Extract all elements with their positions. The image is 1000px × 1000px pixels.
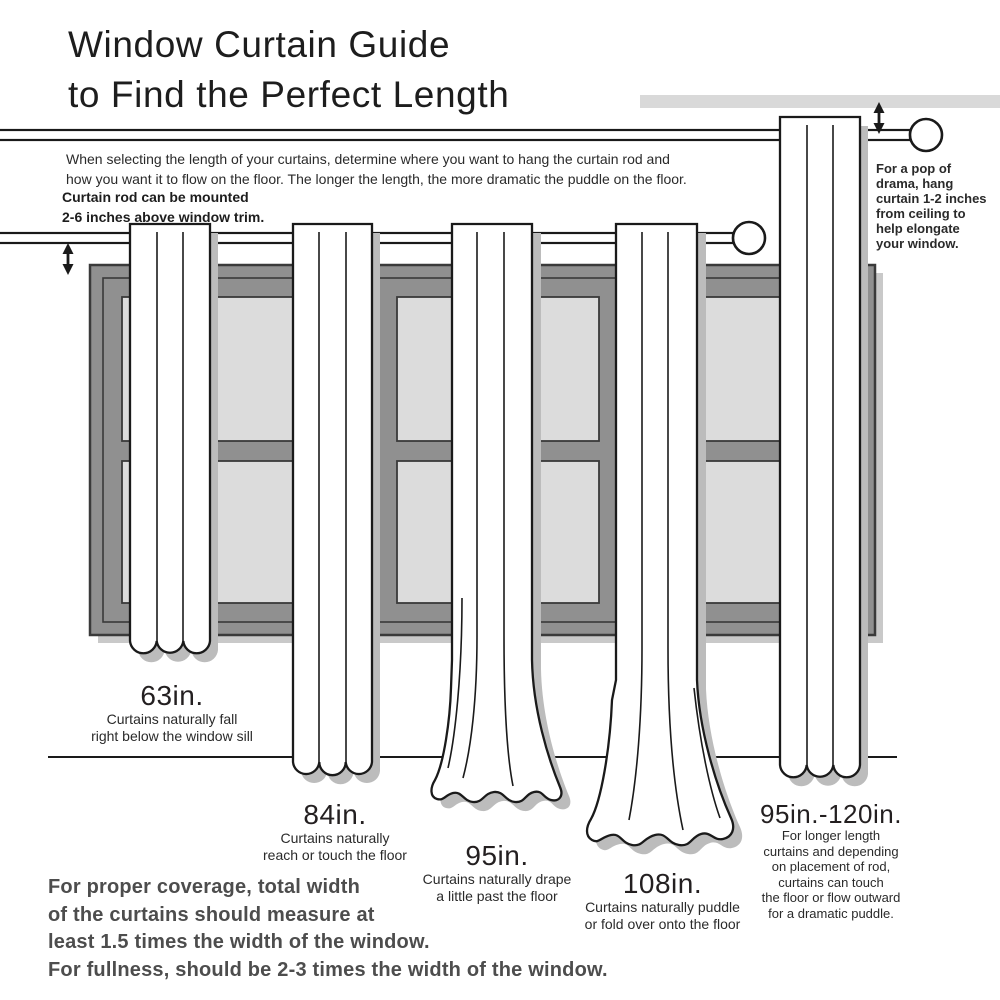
ceiling-note-line: For a pop of — [876, 161, 952, 176]
desc-line: curtains and depending — [763, 843, 899, 859]
desc-line: Curtains naturally puddle — [585, 899, 740, 915]
curtain-length-label: 84in. — [303, 799, 367, 830]
curtain-length-label: 95in.-120in. — [760, 799, 902, 829]
desc-line: right below the window sill — [91, 727, 253, 744]
intro-line: how you want it to flow on the floor. The longer the length, the more dramatic the puddle on the floor. — [66, 170, 687, 187]
curtain-panel-95-120in — [780, 117, 868, 786]
intro-line: When selecting the length of your curtains, determine where you want to hang the curtain rod and — [66, 151, 670, 167]
desc-line: on placement of rod, — [771, 859, 891, 874]
rod-finial-icon — [910, 119, 942, 151]
desc-line: or fold over onto the floor — [584, 915, 741, 932]
curtain-panel-84in — [293, 224, 380, 784]
ceiling-bar — [640, 95, 1000, 108]
desc-line: Curtains naturally drape — [422, 871, 572, 887]
desc-line: the floor or flow outward — [761, 890, 901, 905]
curtain-length-label: 95in. — [465, 840, 529, 871]
curtain-length-desc — [72, 711, 272, 744]
intro-paragraph — [66, 150, 687, 189]
page-title — [68, 20, 509, 120]
ceiling-note-line: drama, hang — [876, 176, 954, 191]
rod-mount-note-line: 2-6 inches above window trim. — [62, 208, 265, 225]
desc-line: curtains can touch — [778, 874, 884, 890]
desc-line: Curtains naturally — [280, 830, 390, 846]
ceiling-note-line: from ceiling to — [876, 206, 966, 221]
coverage-note-line: of the curtains should measure at — [48, 903, 375, 926]
curtain-length-desc — [727, 828, 935, 921]
ceiling-note-line: curtain 1-2 inches — [876, 191, 987, 206]
coverage-note-line: For fullness, should be 2-3 times the width of the window. — [48, 958, 608, 981]
ceiling-note-line: your window. — [876, 236, 959, 251]
desc-line: For longer length — [781, 828, 881, 843]
coverage-note-line: least 1.5 times the width of the window. — [48, 931, 430, 953]
rod-mount-note — [62, 188, 264, 227]
curtain-label-63in — [72, 681, 272, 744]
desc-line: for a dramatic puddle. — [768, 905, 894, 921]
page-title-line: Window Curtain Guide — [68, 24, 451, 65]
desc-line: Curtains naturally fall — [106, 711, 238, 727]
page-title-line: to Find the Perfect Length — [68, 74, 510, 115]
curtain-label-95in-120in — [727, 801, 935, 921]
rod-finial-icon — [733, 222, 765, 254]
ceiling-note-line: help elongate — [876, 221, 960, 236]
rod-mount-note-line: Curtain rod can be mounted — [62, 189, 249, 205]
curtain-length-label: 108in. — [622, 868, 703, 899]
curtain-panel-63in — [130, 224, 218, 662]
coverage-note — [48, 874, 608, 984]
desc-line: reach or touch the floor — [263, 846, 407, 863]
updown-arrow-icon — [63, 243, 74, 275]
ceiling-drama-note — [876, 161, 1000, 251]
coverage-note-line: For proper coverage, total width — [48, 876, 360, 898]
curtain-length-label: 63in. — [140, 680, 204, 711]
desc-line: a little past the floor — [436, 887, 558, 904]
